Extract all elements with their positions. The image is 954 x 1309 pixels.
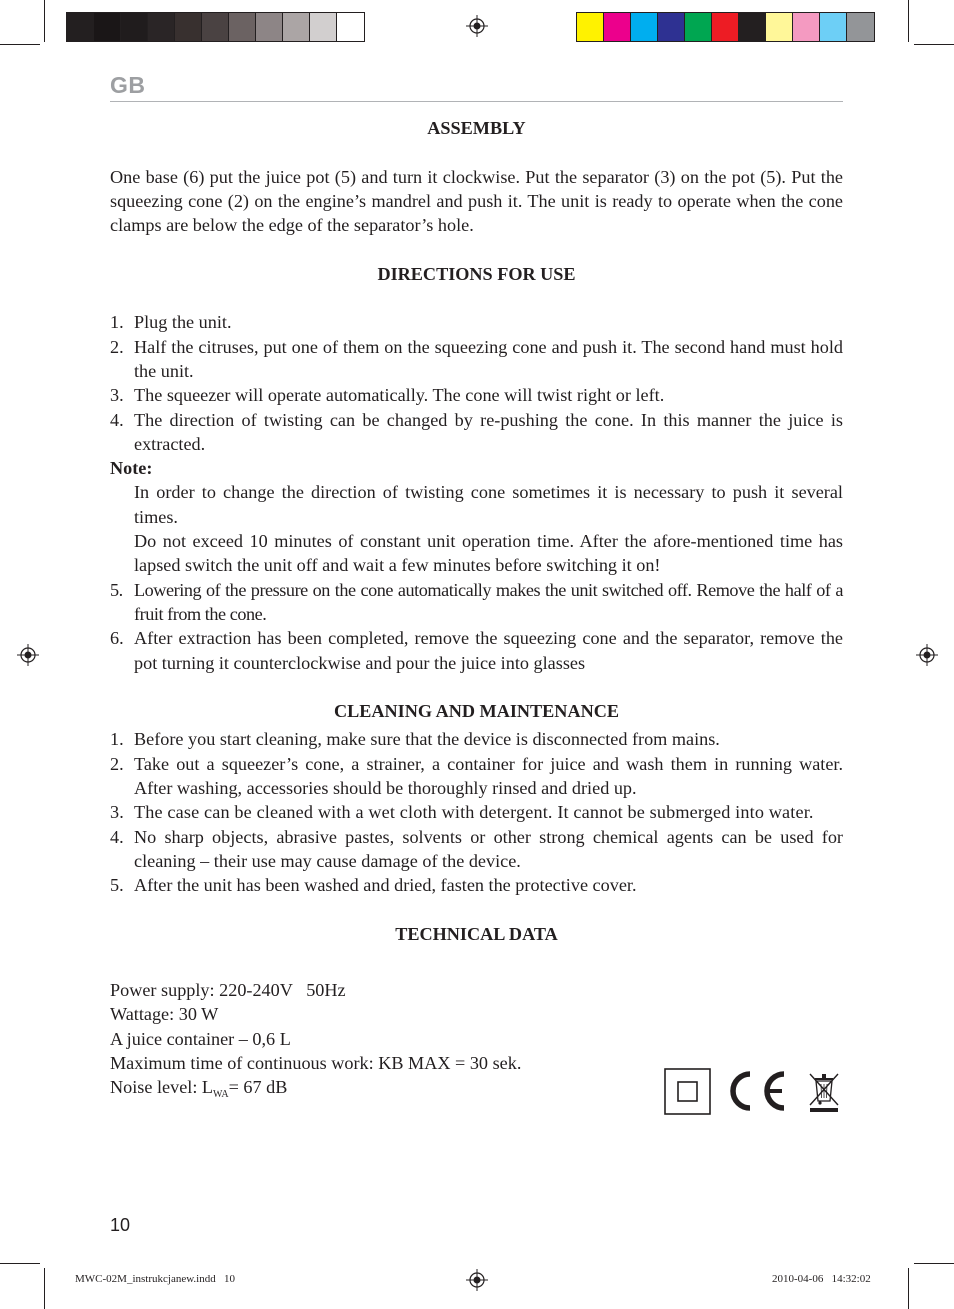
list-item: 4. No sharp objects, abrasive pastes, solvents or other strong chemical agents can be used for cleaning – their use may cause damage of the device. (110, 826, 843, 871)
list-item: 2. Take out a squeezer’s cone, a strainer, a container for juice and wash them in running water. After washing, accessories should be thoroughly rinsed and dried up. (110, 753, 843, 799)
list-item: 5. After the unit has been washed and dried, fasten the protective cover. (110, 875, 637, 896)
color-swatch (256, 13, 283, 41)
assembly-heading: ASSEMBLY (427, 118, 526, 138)
list-item: 1. Before you start cleaning, make sure that the device is disconnected from mains. (110, 729, 720, 750)
color-swatch (229, 13, 256, 41)
color-swatch (121, 13, 148, 41)
tech-wattage: Wattage: 30 W (110, 1004, 219, 1025)
color-swatch (67, 13, 94, 41)
color-swatch (175, 13, 202, 41)
registration-mark-icon (17, 644, 39, 666)
list-item: 4. The direction of twisting can be changed by re-pushing the cone. In this manner the juice is extracted. (110, 409, 843, 454)
note-label: Note: (110, 458, 153, 479)
tech-max-time: Maximum time of continuous work: KB MAX = 30 sek. (110, 1052, 522, 1073)
tech-noise: Noise level: $L_{WA}= 67$ dB (110, 1077, 288, 1101)
manual-page-content (110, 116, 843, 1100)
color-swatch (766, 13, 793, 41)
color-swatch (685, 13, 712, 41)
color-swatch (847, 13, 874, 41)
certification-marks (664, 1068, 840, 1123)
color-swatch (604, 13, 631, 41)
crop-mark (44, 1268, 45, 1309)
color-swatch (94, 13, 121, 41)
directions-list-continued (110, 578, 843, 675)
crop-mark (44, 0, 45, 42)
grayscale-color-bar (66, 12, 365, 42)
crop-mark (914, 1263, 954, 1264)
list-item: 1. Plug the unit. (110, 312, 232, 333)
registration-mark-icon (916, 644, 938, 666)
crop-mark (908, 1268, 909, 1309)
language-code: GB (110, 72, 146, 98)
technical-heading: TECHNICAL DATA (395, 923, 558, 944)
color-swatch (739, 13, 766, 41)
crop-mark (0, 44, 40, 45)
note-paragraph: In order to change the direction of twisting cone sometimes it is necessary to push it several times. (134, 482, 843, 527)
color-swatch (793, 13, 820, 41)
weee-crossed-bin-icon (810, 1074, 838, 1112)
registration-mark-icon (466, 15, 488, 37)
print-timestamp: 2010-04-06 14:32:02 (772, 1273, 871, 1285)
color-swatch (283, 13, 310, 41)
cleaning-heading: CLEANING AND MAINTENANCE (334, 701, 619, 722)
page-number: 10 (110, 1215, 131, 1235)
cleaning-list (110, 727, 843, 897)
color-swatch (148, 13, 175, 41)
directions-heading: DIRECTIONS FOR USE (377, 263, 576, 284)
note-paragraph: Do not exceed 10 minutes of constant unit operation time. After the afore-mentioned time has lapsed switch the unit off and wait a few minutes before switching it on! (134, 531, 843, 576)
directions-list (110, 310, 843, 456)
color-swatch (577, 13, 604, 41)
list-item: 2. Half the citruses, put one of them on the squeezing cone and push it. The second hand must hold the unit. (110, 336, 843, 381)
crop-mark (0, 1263, 40, 1264)
list-item: 3. The squeezer will operate automatically. The cone will twist right or left. (110, 385, 665, 406)
list-item: 5. Lowering of the pressure on the cone automatically makes the unit switched off. Remove the half of a fruit from the cone. (110, 579, 843, 624)
registration-mark-icon (466, 1269, 488, 1291)
header-rule (110, 101, 843, 102)
color-swatch (712, 13, 739, 41)
class-ii-double-insulation-icon (665, 1069, 710, 1114)
tech-power: Power supply: 220-240V 50Hz (110, 980, 346, 1001)
list-item: 6. After extraction has been completed, remove the squeezing cone and the separator, remove the pot turning it counterclockwise and pour the juice into glasses (110, 628, 843, 673)
list-item: 3. The case can be cleaned with a wet cloth with detergent. It cannot be submerged into water. (110, 802, 814, 823)
file-slug: MWC-02M_instrukcjanew.indd 10 (75, 1273, 235, 1285)
color-swatch (820, 13, 847, 41)
process-color-bar (576, 12, 875, 42)
crop-mark (914, 44, 954, 45)
color-swatch (631, 13, 658, 41)
ce-mark-icon (733, 1074, 784, 1108)
color-swatch (202, 13, 229, 41)
color-swatch (310, 13, 337, 41)
color-swatch (337, 13, 364, 41)
assembly-text: One base (6) put the juice pot (5) and turn it clockwise. Put the separator (3) on the pot (5). Put the squeezing cone (2) on the engine’s mandrel and push it. The unit is ready to operate when the cone clamps are below the edge of the separator’s hole. (110, 166, 843, 236)
color-swatch (658, 13, 685, 41)
crop-mark (908, 0, 909, 42)
tech-container: A juice container – 0,6 L (110, 1028, 291, 1049)
